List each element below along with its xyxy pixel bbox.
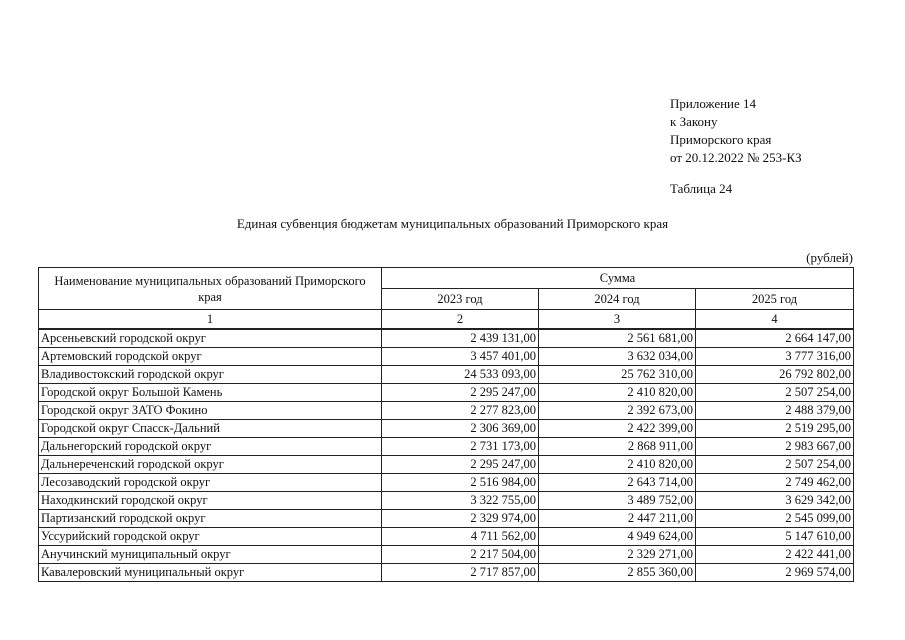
table-row bbox=[39, 510, 854, 528]
appendix-line: от 20.12.2022 № 253-КЗ bbox=[670, 150, 802, 165]
table-row bbox=[39, 402, 854, 420]
amount-2024: 2 447 211,00 bbox=[539, 510, 696, 528]
amount-2023: 2 295 247,00 bbox=[382, 456, 539, 474]
amount-2024: 2 422 399,00 bbox=[539, 420, 696, 438]
amount-2025: 2 664 147,00 bbox=[696, 329, 854, 348]
municipality-name: Арсеньевский городской округ bbox=[39, 329, 382, 348]
municipality-name: Партизанский городской округ bbox=[39, 510, 382, 528]
amount-2025: 2 422 441,00 bbox=[696, 546, 854, 564]
amount-2024: 25 762 310,00 bbox=[539, 366, 696, 384]
table-row bbox=[39, 420, 854, 438]
municipality-name: Уссурийский городской округ bbox=[39, 528, 382, 546]
document-title: Единая субвенция бюджетам муниципальных образований Приморского края bbox=[236, 216, 669, 231]
municipality-name: Анучинский муниципальный округ bbox=[39, 546, 382, 564]
table-row bbox=[39, 329, 854, 348]
column-number: 4 bbox=[696, 310, 854, 330]
amount-2024: 2 392 673,00 bbox=[539, 402, 696, 420]
amount-2025: 2 519 295,00 bbox=[696, 420, 854, 438]
appendix-line: Приложение 14 bbox=[670, 96, 757, 111]
units-label: (рублей) bbox=[806, 250, 853, 265]
amount-2023: 2 731 173,00 bbox=[382, 438, 539, 456]
amount-2024: 2 855 360,00 bbox=[539, 564, 696, 582]
amount-2023: 3 322 755,00 bbox=[382, 492, 539, 510]
amount-2025: 3 629 342,00 bbox=[696, 492, 854, 510]
amount-2024: 2 329 271,00 bbox=[539, 546, 696, 564]
header-sum: Сумма bbox=[382, 268, 854, 289]
amount-2025: 2 545 099,00 bbox=[696, 510, 854, 528]
amount-2024: 2 643 714,00 bbox=[539, 474, 696, 492]
municipality-name: Находкинский городской округ bbox=[39, 492, 382, 510]
amount-2024: 2 868 911,00 bbox=[539, 438, 696, 456]
amount-2023: 2 295 247,00 bbox=[382, 384, 539, 402]
amount-2024: 2 410 820,00 bbox=[539, 456, 696, 474]
amount-2024: 2 410 820,00 bbox=[539, 384, 696, 402]
amount-2024: 2 561 681,00 bbox=[539, 329, 696, 348]
amount-2023: 2 516 984,00 bbox=[382, 474, 539, 492]
municipality-name: Дальнегорский городской округ bbox=[39, 438, 382, 456]
municipality-name: Артемовский городской округ bbox=[39, 348, 382, 366]
amount-2025: 2 969 574,00 bbox=[696, 564, 854, 582]
amount-2025: 2 507 254,00 bbox=[696, 384, 854, 402]
subvention-table bbox=[38, 267, 854, 582]
amount-2025: 2 983 667,00 bbox=[696, 438, 854, 456]
amount-2025: 2 749 462,00 bbox=[696, 474, 854, 492]
amount-2023: 3 457 401,00 bbox=[382, 348, 539, 366]
appendix-line: Приморского края bbox=[670, 132, 772, 147]
amount-2023: 4 711 562,00 bbox=[382, 528, 539, 546]
municipality-name: Городской округ Большой Камень bbox=[39, 384, 382, 402]
appendix-line: к Закону bbox=[670, 114, 718, 129]
amount-2025: 26 792 802,00 bbox=[696, 366, 854, 384]
municipality-name: Лесозаводский городской округ bbox=[39, 474, 382, 492]
table-row bbox=[39, 474, 854, 492]
amount-2023: 2 439 131,00 bbox=[382, 329, 539, 348]
amount-2023: 2 329 974,00 bbox=[382, 510, 539, 528]
amount-2024: 4 949 624,00 bbox=[539, 528, 696, 546]
header-year: 2023 год bbox=[382, 289, 539, 310]
table-row bbox=[39, 366, 854, 384]
municipality-name: Городской округ Спасск-Дальний bbox=[39, 420, 382, 438]
column-number: 1 bbox=[39, 310, 382, 330]
appendix-block bbox=[670, 95, 802, 167]
table-row bbox=[39, 546, 854, 564]
table-row bbox=[39, 384, 854, 402]
table-row bbox=[39, 348, 854, 366]
table-row bbox=[39, 528, 854, 546]
table-row bbox=[39, 438, 854, 456]
municipality-name: Кавалеровский муниципальный округ bbox=[39, 564, 382, 582]
amount-2023: 2 717 857,00 bbox=[382, 564, 539, 582]
table-row bbox=[39, 492, 854, 510]
amount-2023: 24 533 093,00 bbox=[382, 366, 539, 384]
municipality-name: Дальнереченский городской округ bbox=[39, 456, 382, 474]
amount-2025: 5 147 610,00 bbox=[696, 528, 854, 546]
header-year: 2025 год bbox=[696, 289, 854, 310]
amount-2025: 2 488 379,00 bbox=[696, 402, 854, 420]
municipality-name: Владивостокский городской округ bbox=[39, 366, 382, 384]
header-name: Наименование муниципальных образований Приморского края bbox=[39, 268, 382, 310]
table-row bbox=[39, 564, 854, 582]
table-number: Таблица 24 bbox=[670, 181, 733, 196]
amount-2024: 3 489 752,00 bbox=[539, 492, 696, 510]
column-number: 2 bbox=[382, 310, 539, 330]
header-year: 2024 год bbox=[539, 289, 696, 310]
amount-2024: 3 632 034,00 bbox=[539, 348, 696, 366]
amount-2023: 2 217 504,00 bbox=[382, 546, 539, 564]
amount-2023: 2 277 823,00 bbox=[382, 402, 539, 420]
amount-2025: 2 507 254,00 bbox=[696, 456, 854, 474]
table-row bbox=[39, 456, 854, 474]
amount-2025: 3 777 316,00 bbox=[696, 348, 854, 366]
amount-2023: 2 306 369,00 bbox=[382, 420, 539, 438]
column-number: 3 bbox=[539, 310, 696, 330]
municipality-name: Городской округ ЗАТО Фокино bbox=[39, 402, 382, 420]
